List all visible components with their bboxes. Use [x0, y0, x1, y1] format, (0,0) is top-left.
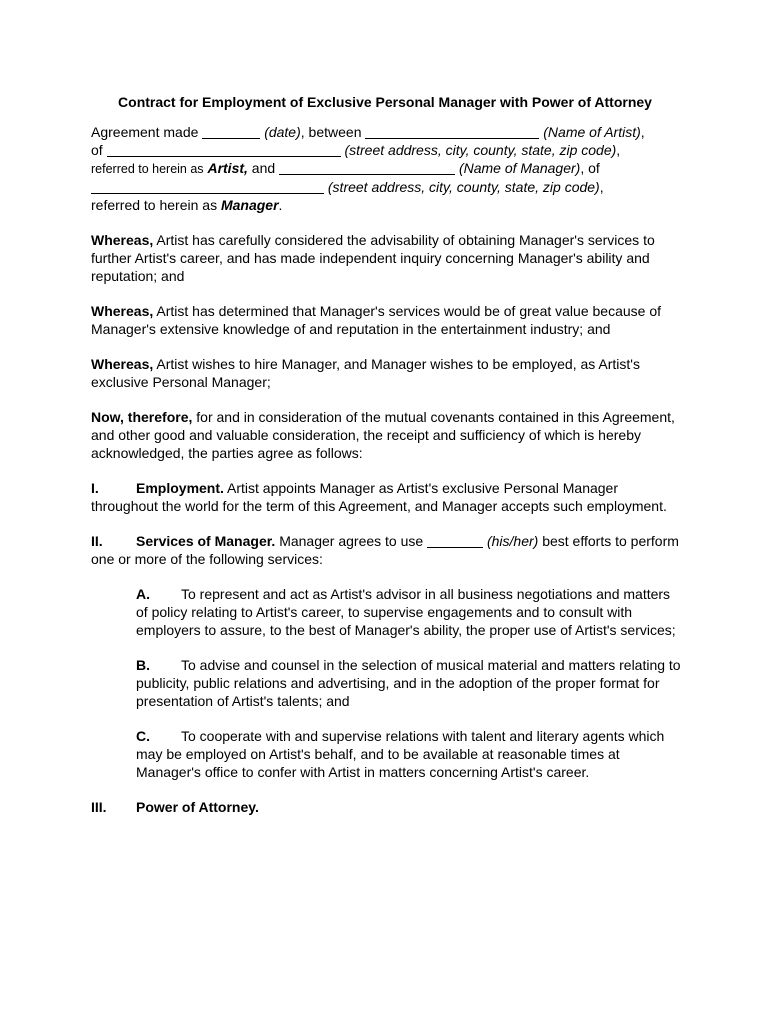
intro-line-3: referred to herein as Artist, and (Name of Manager), of: [91, 160, 600, 176]
section-employment: I. Employment. Artist appoints Manager as Artist's exclusive Personal Manager throughout the world for the term of this Agreement, and Manager accepts such employment.: [91, 480, 667, 514]
intro-line-5: referred to herein as Manager.: [91, 197, 283, 213]
now-therefore-paragraph: Now, therefore, for and in consideration of the mutual covenants contained in this Agreement, and other good and valuable consideration, the receipt and sufficiency of which is hereby acknowledged, the parties agree as follows:: [91, 409, 675, 461]
pronoun-blank[interactable]: [427, 534, 483, 548]
section-power-of-attorney: III. Power of Attorney.: [91, 799, 259, 815]
whereas-paragraph-2: Whereas, Artist has determined that Manager's services would be of great value because of Manager's extensive knowledge of and reputation in the entertainment industry; and: [91, 303, 661, 337]
intro-line-2: of (street address, city, county, state, zip code),: [91, 142, 621, 158]
artist-address-blank[interactable]: [107, 143, 341, 157]
intro-line-4: (street address, city, county, state, zip code),: [91, 178, 681, 196]
page-title: Contract for Employment of Exclusive Personal Manager with Power of Attorney: [118, 94, 652, 110]
intro-line-1: Agreement made (date), between (Name of Artist),: [91, 124, 645, 140]
service-item-b: B. To advise and counsel in the selection of musical material and matters relating to publicity, public relations and advertising, and in the adoption of the proper format for presentation of Artist's talents; and: [136, 657, 681, 709]
date-blank[interactable]: [202, 125, 260, 139]
service-item-c: C. To cooperate with and supervise relations with talent and literary agents which may be employed on Artist's behalf, and to be available at reasonable times at Manager's office to confer with Artist in matters concerning Artist's career.: [136, 728, 665, 780]
whereas-paragraph-1: Whereas, Artist has carefully considered the advisability of obtaining Manager's services to further Artist's career, and has made independent inquiry concerning Manager's ability and reputation; and: [91, 232, 655, 284]
intro-paragraph: [91, 123, 681, 214]
whereas-paragraph-3: Whereas, Artist wishes to hire Manager, and Manager wishes to be employed, as Artist's exclusive Personal Manager;: [91, 356, 640, 390]
artist-name-blank[interactable]: [365, 125, 539, 139]
document-page: [91, 93, 681, 833]
manager-address-blank[interactable]: [91, 180, 324, 194]
manager-name-blank[interactable]: [279, 161, 455, 175]
section-services: II. Services of Manager. Manager agrees to use (his/her) best efforts to perform one or more of the following services:: [91, 533, 679, 567]
service-item-a: A. To represent and act as Artist's advisor in all business negotiations and matters of policy relating to Artist's career, to supervise engagements and to consult with employers to assure, to the best of Manager's ability, the proper use of Artist's services;: [136, 586, 676, 638]
